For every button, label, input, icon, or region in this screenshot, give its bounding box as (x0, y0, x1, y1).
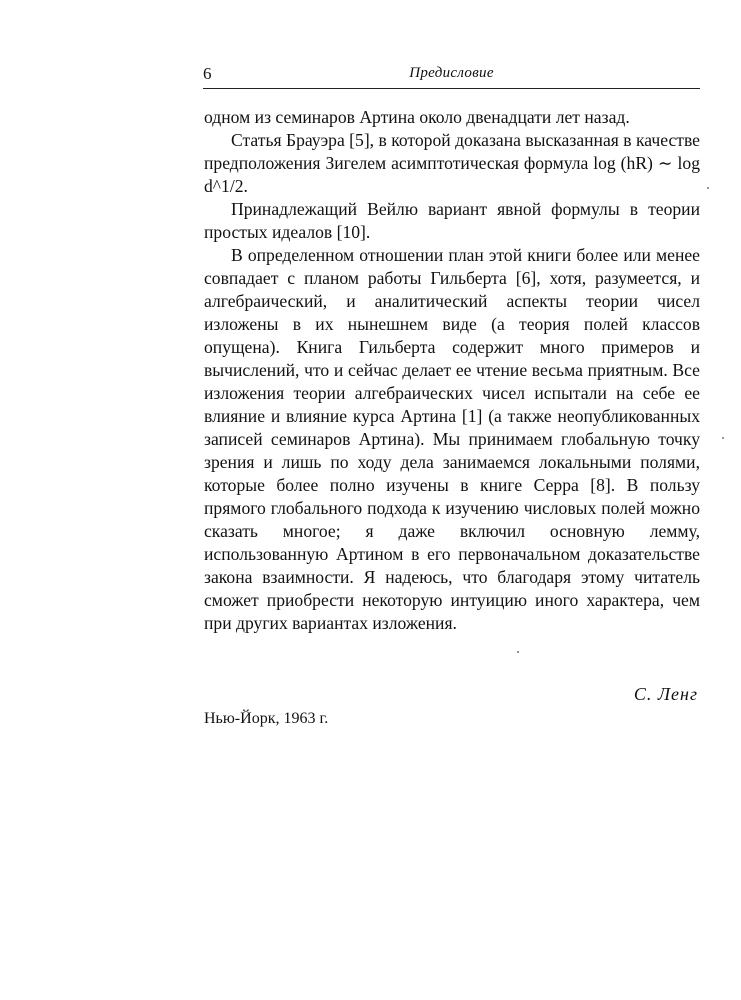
scan-speck (707, 187, 709, 189)
running-header (203, 64, 700, 89)
formula: log (hR) ∼ log d^1/2 (204, 153, 700, 196)
place-date: Нью-Йорк, 1963 г. (204, 710, 329, 727)
paragraph: Статья Брауэра [5], в которой доказана высказанная в качестве предположения Зигелем асимптотическая формула log (hR) ∼ log d^1/2. (204, 130, 700, 196)
paragraph-text: Статья Брауэра [5], в которой доказана высказанная в качестве предположения Зигелем асимптотическая формула (204, 130, 700, 173)
paragraph: одном из семинаров Артина около двенадцати лет назад. (204, 107, 630, 127)
author-signature: С. Ленг (633, 684, 698, 704)
paragraph: В определенном отношении план этой книги более или менее совпадает с планом работы Гильберта [6], хотя, разумеется, и алгебраический, и аналитический аспекты теории чисел изложены в их нынешнем виде (а теория полей классов опущена). Книга Гильберта содержит много примеров и вычислений, что и сейчас делает ее чтение весьма приятным. Все изложения теории алгебраических чисел испытали на себе ее влияние и влияние курса Артина [1] (а также неопубликованных записей семинаров Артина). Мы принимаем глобальную точку зрения и лишь по ходу дела занимаемся локальными полями, которые более полно изучены в книге Серра [8]. В пользу прямого глобального подхода к изучению числовых полей можно сказать многое; я даже включил основную лемму, использованную Артином в его первоначальном доказательстве закона взаимности. Я надеюсь, что благодаря этому читатель сможет приобрести некоторую интуицию иного характера, чем при других вариантах изложения. (204, 245, 700, 633)
scan-speck (517, 651, 519, 653)
page-number: 6 (203, 64, 212, 83)
paragraph: Принадлежащий Вейлю вариант явной формулы в теории простых идеалов [10]. (204, 199, 700, 242)
scan-speck (722, 437, 724, 439)
running-title: Предисловие (409, 65, 494, 81)
body-text (204, 106, 700, 635)
